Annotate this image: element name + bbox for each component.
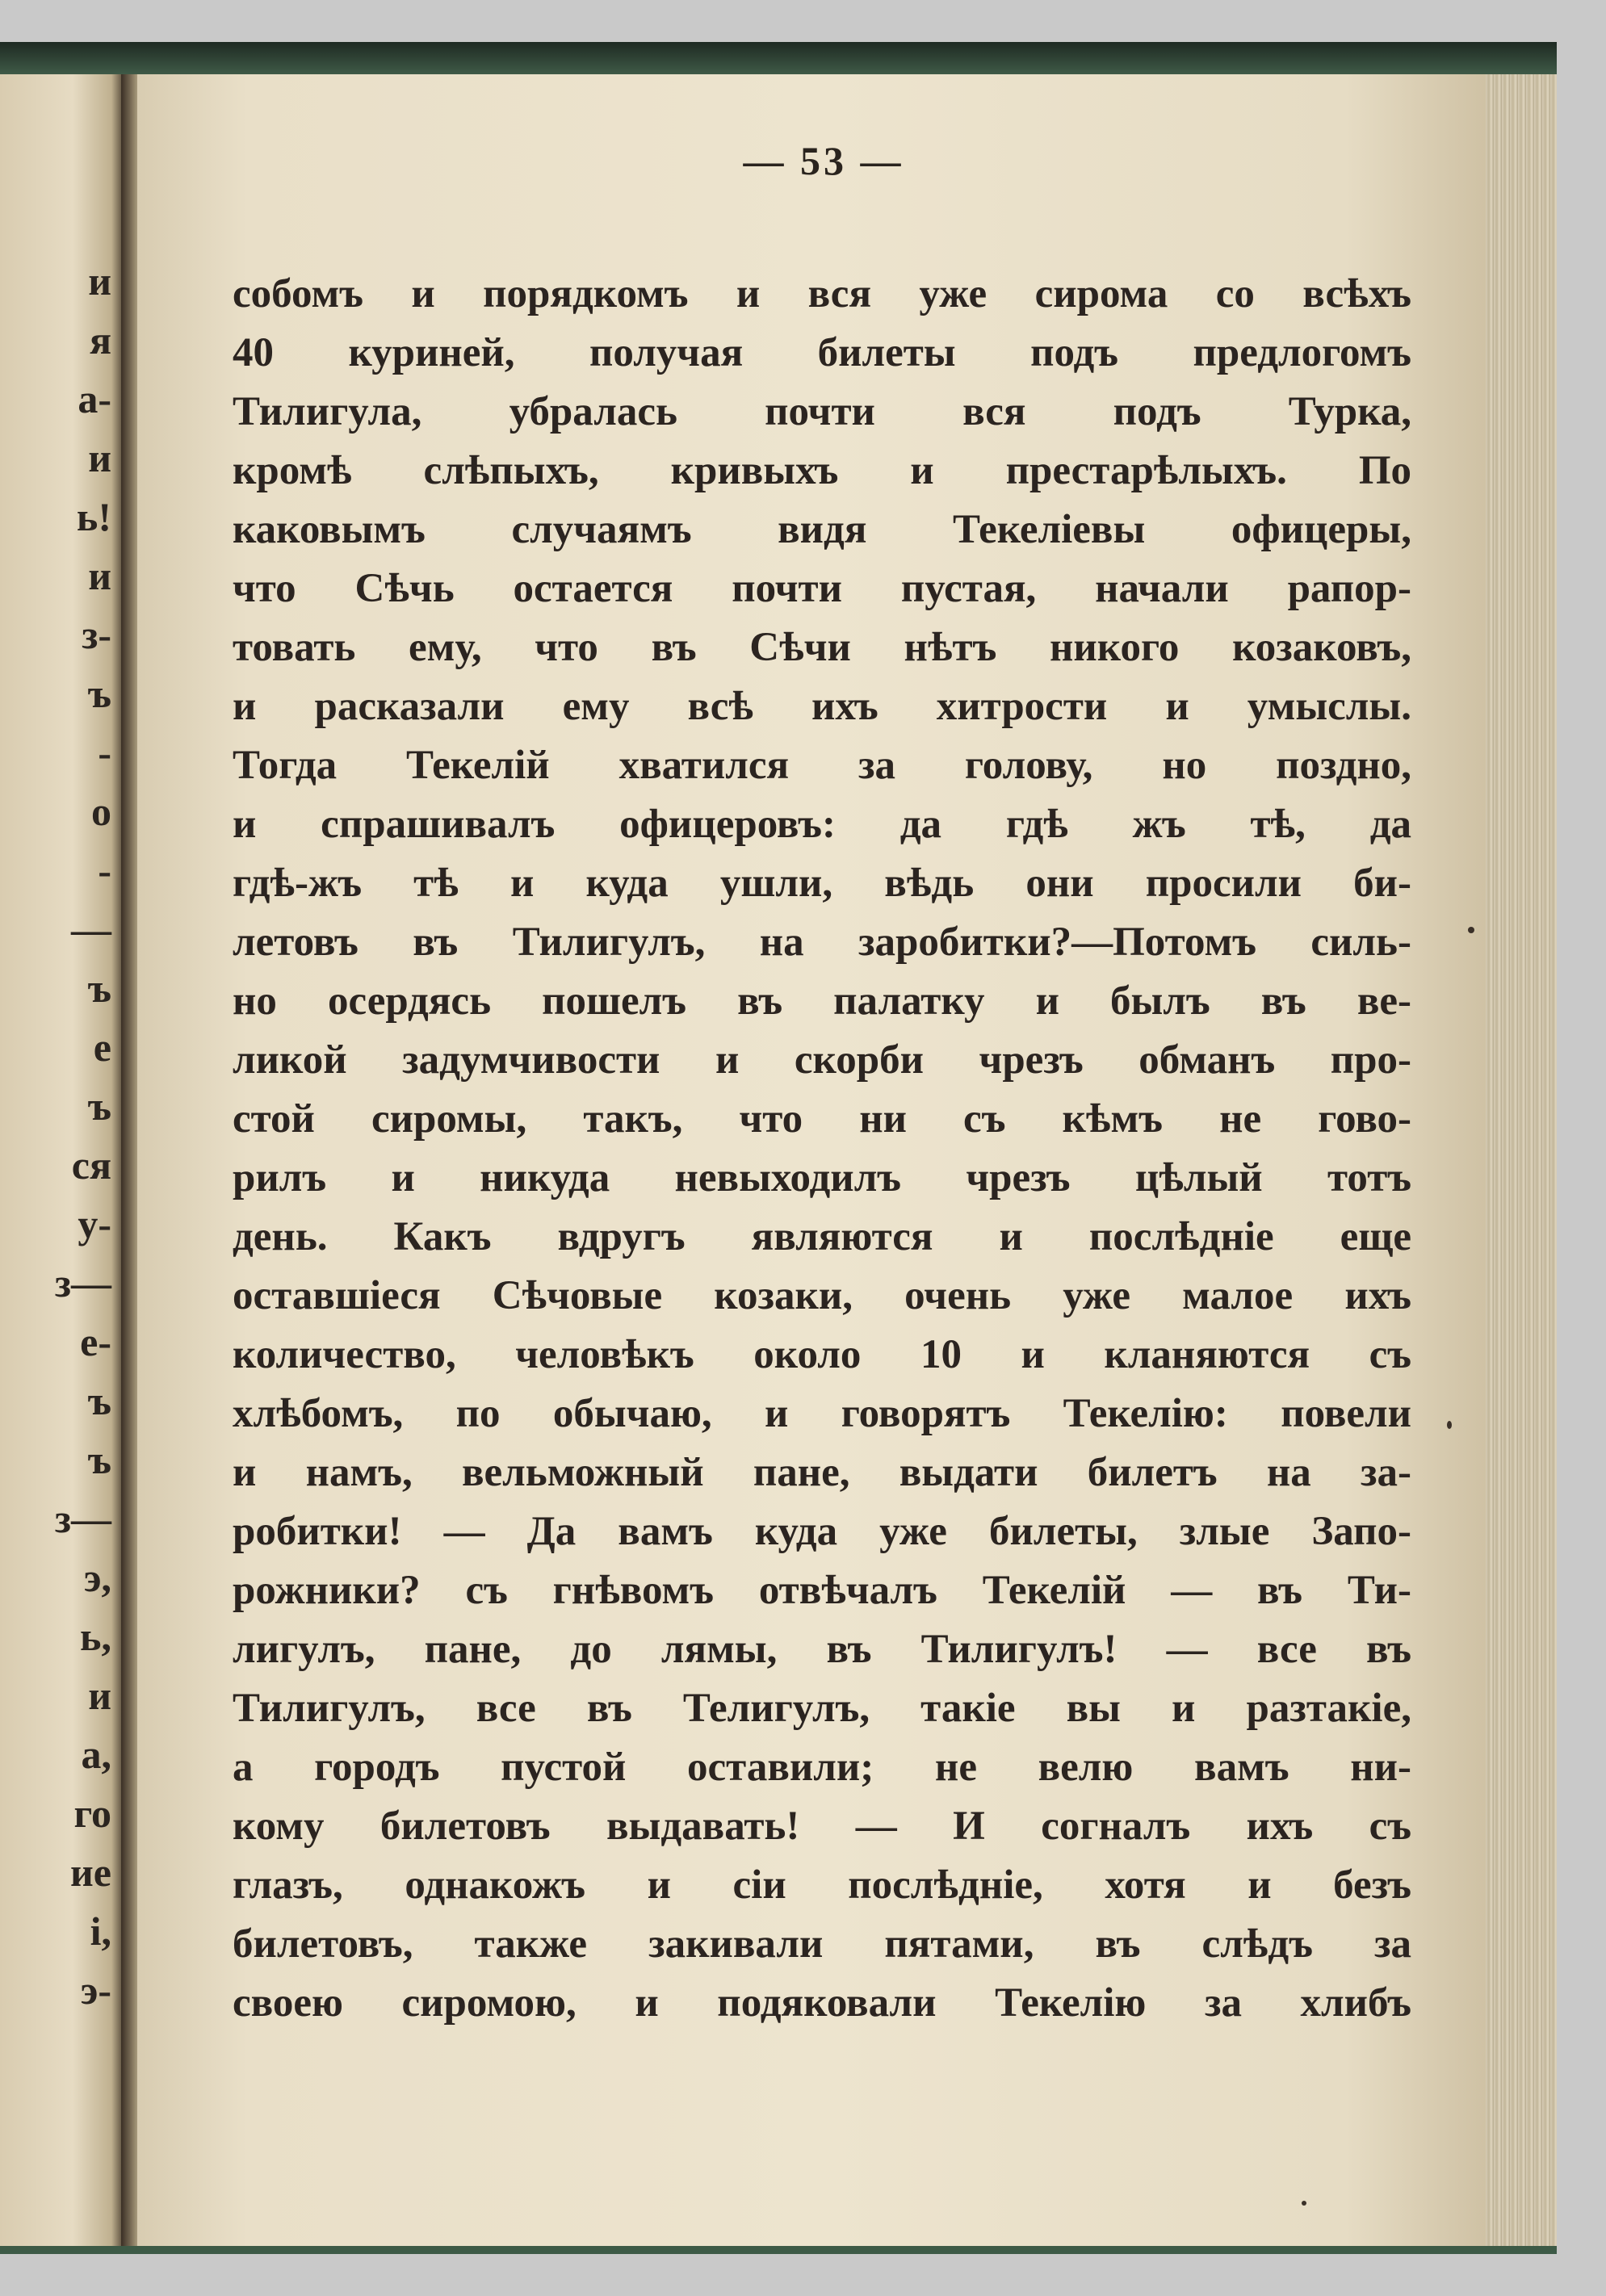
book-cover-edge [0, 42, 1557, 74]
book-gutter [121, 74, 137, 2246]
left-page-fragment: ъ [87, 966, 111, 1011]
page-number: — 53 — [743, 138, 904, 183]
left-page-fragment: з- [82, 612, 111, 657]
left-page-fragment: ъ [87, 1378, 111, 1423]
left-page-fragment: э, [83, 1555, 111, 1600]
page-body-text [233, 265, 1411, 2033]
left-page-fragment: ся [71, 1142, 111, 1188]
left-page-fragment: и [88, 553, 111, 598]
left-page-fragment: и [88, 1673, 111, 1718]
text-line: хлѣбомъ, по обычаю, и говорятъ Текелію: повели [233, 1391, 1411, 1436]
left-page-fragment: ь, [80, 1614, 111, 1659]
text-line: количество, человѣкъ около 10 и кланяются съ [233, 1332, 1411, 1377]
text-line: билетовъ, также закивали пятами, въ слѣдъ за [233, 1921, 1411, 1967]
left-page-fragment: я [89, 317, 111, 362]
left-page-fragment: - [98, 848, 111, 893]
text-line: кромѣ слѣпыхъ, кривыхъ и престарѣлыхъ. По [233, 448, 1411, 493]
text-line: а городъ пустой оставили; не велю вамъ ни- [233, 1745, 1411, 1790]
text-line: Тилигулъ, все въ Телигулъ, такіе вы и разтакіе, [233, 1686, 1411, 1731]
text-line: кому билетовъ выдавать! — И согналъ ихъ съ [233, 1804, 1411, 1849]
text-line: но осердясь пошелъ въ палатку и былъ въ ве- [233, 978, 1411, 1024]
left-page-fragment: и [88, 258, 111, 304]
left-page-fragment: го [73, 1791, 111, 1836]
text-line: что Сѣчь остается почти пустая, начали рапор- [233, 566, 1411, 611]
text-line: собомъ и порядкомъ и вся уже сирома со всѣхъ [233, 271, 1411, 316]
text-line: лигулъ, пане, до лямы, въ Тилигулъ! — все въ [233, 1627, 1411, 1672]
left-page-fragment: а- [78, 376, 111, 421]
left-page-fragment: - [98, 730, 111, 775]
left-page [0, 74, 121, 2246]
paper-speck [1468, 927, 1474, 933]
left-page-fragment: э- [80, 1967, 111, 2013]
text-line: робитки! — Да вамъ куда уже билеты, злые Запо- [233, 1509, 1411, 1554]
left-page-fragment: — [71, 907, 111, 952]
paper-speck [1302, 2201, 1306, 2206]
left-page-text-fragments [0, 252, 121, 2020]
paper-speck [1447, 1421, 1452, 1429]
text-line: глазъ, однакожъ и сіи послѣдніе, хотя и безъ [233, 1862, 1411, 1908]
left-page-fragment: е- [80, 1319, 111, 1364]
left-page-fragment: и [88, 435, 111, 480]
text-line: Тилигула, убралась почти вся подъ Турка, [233, 389, 1411, 434]
left-page-fragment: з— [54, 1496, 111, 1541]
left-page-fragment: ие [69, 1850, 111, 1895]
left-page-fragment: ь! [76, 494, 111, 539]
left-page-fragment: з— [54, 1260, 111, 1305]
text-line: гдѣ-жъ тѣ и куда ушли, вѣдь они просили би- [233, 861, 1411, 906]
page-stack-edges [1486, 74, 1557, 2246]
left-page-fragment: ъ [87, 1083, 111, 1129]
text-line: 40 куриней, получая билеты подъ предлогомъ [233, 330, 1411, 375]
text-line: рилъ и никуда невыходилъ чрезъ цѣлый тотъ [233, 1155, 1411, 1200]
left-page-fragment: у- [78, 1201, 111, 1246]
text-line: товать ему, что въ Сѣчи нѣтъ никого козаковъ, [233, 625, 1411, 670]
text-line: оставшіеся Сѣчовые козаки, очень уже малое ихъ [233, 1273, 1411, 1318]
left-page-fragment: е [93, 1024, 111, 1070]
text-line: рожники? съ гнѣвомъ отвѣчалъ Текелій — въ Ти- [233, 1568, 1411, 1613]
text-line: день. Какъ вдругъ являются и послѣдніе еще [233, 1214, 1411, 1259]
text-line: летовъ въ Тилигулъ, на заробитки?—Потомъ силь- [233, 920, 1411, 965]
text-line: и намъ, вельможный пане, выдати билетъ на за- [233, 1450, 1411, 1495]
left-page-fragment: а, [81, 1732, 111, 1777]
left-page-fragment: о [91, 789, 111, 834]
text-line: и расказали ему всѣ ихъ хитрости и умыслы. [233, 684, 1411, 729]
text-line: своею сиромою, и подяковали Текелію за хлибъ [233, 1980, 1411, 2026]
left-page-fragment: і, [90, 1908, 111, 1954]
text-line: Тогда Текелій хватился за голову, но поздно, [233, 743, 1411, 788]
left-page-fragment: ъ [87, 1437, 111, 1482]
text-line: и спрашивалъ офицеровъ: да гдѣ жъ тѣ, да [233, 802, 1411, 847]
text-line: ликой задумчивости и скорби чрезъ обманъ про- [233, 1037, 1411, 1083]
text-line: стой сиромы, такъ, что ни съ кѣмъ не гово- [233, 1096, 1411, 1142]
left-page-fragment: ъ [87, 671, 111, 716]
text-line: каковымъ случаямъ видя Текеліевы офицеры, [233, 507, 1411, 552]
